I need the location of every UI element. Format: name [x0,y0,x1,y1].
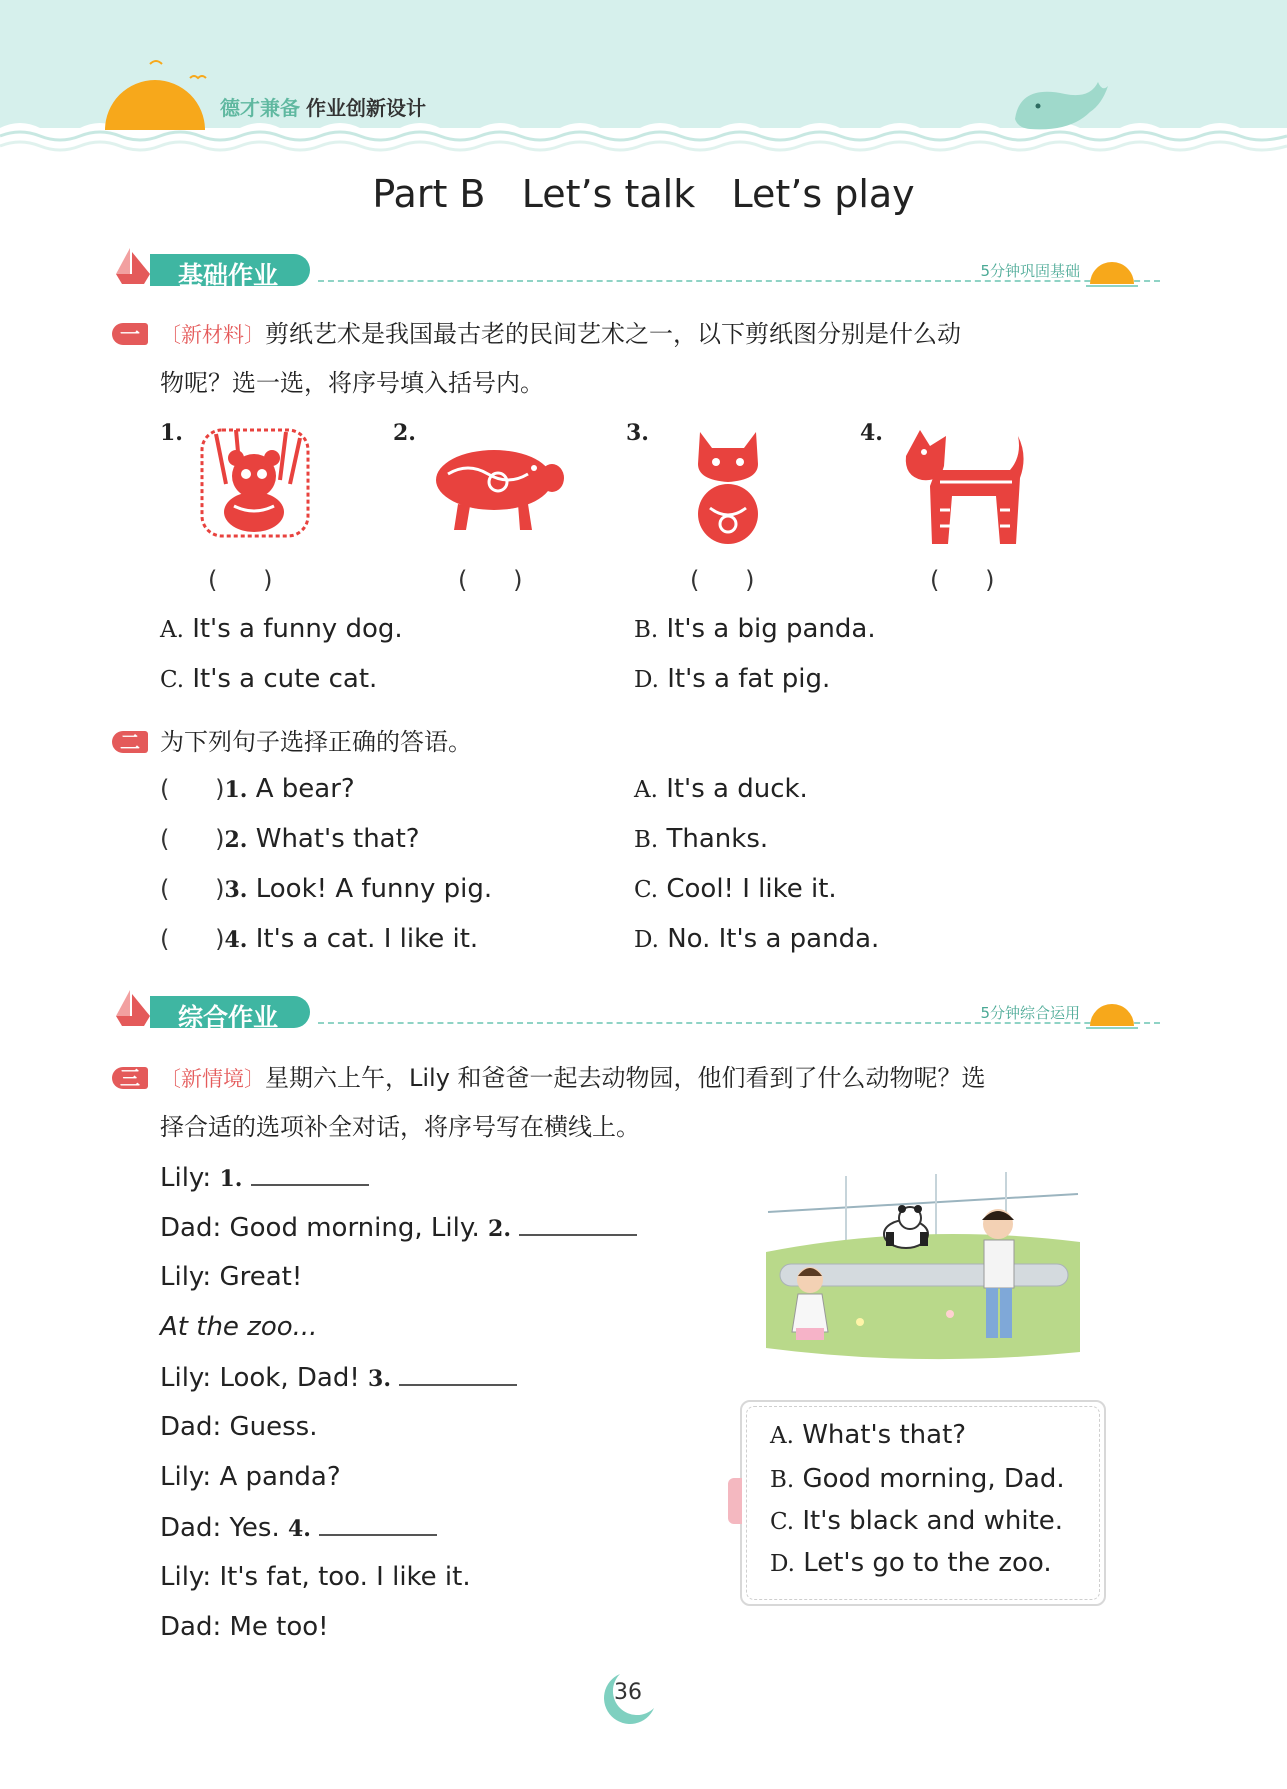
sun-icon [1084,254,1140,288]
q2-item-1 [160,774,355,804]
option-text: It's a cute cat. [192,664,378,694]
q1-item-number: 2. [393,420,416,446]
q1-badge: 一 [112,323,148,345]
q2-answer-paren[interactable]: ( ) [160,775,225,803]
q2-item-number: 3. [224,877,248,903]
brand-colored: 德才兼备 [220,96,300,120]
q3-option-c [770,1506,1063,1536]
answer-blank[interactable] [251,1162,369,1186]
q3-prompt [160,1054,1160,1151]
q2-answer-c [634,874,837,904]
section-basic-label: 基础作业 [178,261,279,290]
dialogue-line [160,1512,437,1543]
q2-item-text: What's that? [255,824,420,854]
q2-answer-paren[interactable]: ( ) [160,825,225,853]
dialogue-line [160,1462,341,1492]
zoo-illustration-image [760,1172,1086,1362]
dialogue-text: At the zoo... [160,1312,318,1342]
option-text: It's a big panda. [666,614,876,644]
dialogue-text: Dad: Me too! [160,1612,329,1642]
dialogue-number: 3. [368,1366,391,1392]
option-letter: B. [634,827,659,853]
dialogue-number: 4. [287,1516,311,1542]
dialogue-text: Lily: A panda? [160,1462,341,1492]
section-banner-basic [0,250,1160,290]
q1-option-c [160,664,377,694]
dialogue-text: Lily: [160,1163,220,1193]
papercut-pig-image [428,438,568,534]
q1-item-number: 1. [160,420,183,446]
q2-answer-paren[interactable]: ( ) [160,875,225,903]
section-comprehensive-tag: 5分钟综合运用 [980,1004,1080,1022]
page-number: 36 [614,1680,642,1705]
option-letter: C. [160,667,185,693]
option-letter: C. [634,877,659,903]
papercut-panda-image [196,424,314,542]
brand-dark: 作业创新设计 [306,96,426,120]
section-comprehensive-label: 综合作业 [178,1003,279,1032]
dialogue-line [160,1562,471,1592]
option-text: Let's go to the zoo. [803,1548,1052,1578]
q2-item-text: Look! A funny pig. [255,874,493,904]
dialogue-line [160,1162,369,1193]
dialogue-line [160,1362,517,1393]
dialogue-line [160,1612,329,1642]
whale-icon [1010,74,1110,134]
q1-text-line1: 剪纸艺术是我国最古老的民间艺术之一，以下剪纸图分别是什么动 [265,320,961,348]
q1-answer-paren[interactable]: ( ) [690,566,755,594]
dialogue-text: Dad: Good morning, Lily. [160,1213,489,1243]
q2-item-number: 1. [224,777,248,803]
dialogue-line [160,1312,317,1342]
option-letter: C. [770,1509,795,1535]
dialogue-line [160,1412,317,1442]
q1-answer-paren[interactable]: ( ) [930,566,995,594]
papercut-dog-image [900,426,1028,548]
answer-blank[interactable] [519,1212,637,1236]
q2-prompt: 为下列句子选择正确的答语。 [160,728,472,756]
q3-hint: 〔新情境〕 [160,1067,265,1091]
dialogue-number: 2. [488,1216,512,1242]
option-text: Cool! I like it. [666,874,837,904]
sun-icon [1084,996,1140,1030]
q1-option-b [634,614,876,644]
q2-item-text: It's a cat. I like it. [255,924,479,954]
option-text: What's that? [802,1420,967,1450]
papercut-cat-image [690,428,766,546]
answer-blank[interactable] [399,1362,517,1386]
q2-item-4 [160,924,478,954]
q3-option-d [770,1548,1052,1578]
q2-item-number: 2. [224,827,248,853]
q1-answer-paren[interactable]: ( ) [208,566,273,594]
q3-text-line2: 择合适的选项补全对话，将序号写在横线上。 [160,1113,640,1141]
section-banner-comprehensive [0,992,1160,1032]
dialogue-text: Dad: Guess. [160,1412,318,1442]
option-letter: B. [634,617,659,643]
q2-answer-a [634,774,808,804]
option-letter: A. [634,777,658,803]
dialogue-number: 1. [219,1166,243,1192]
q1-item-number: 4. [860,420,883,446]
option-letter: A. [770,1423,794,1449]
section-basic-tag: 5分钟巩固基础 [980,262,1080,280]
option-text: It's a funny dog. [192,614,403,644]
option-letter: D. [770,1551,795,1577]
dialogue-text: Lily: Great! [160,1262,303,1292]
option-text: It's black and white. [802,1506,1064,1536]
brand-title [220,92,426,121]
page-title: Part B Let’s talk Let’s play [372,172,915,216]
option-letter: D. [634,927,659,953]
option-letter: A. [160,617,184,643]
q3-badge: 三 [112,1067,148,1089]
q1-item-number: 3. [626,420,649,446]
q1-hint: 〔新材料〕 [160,323,265,347]
q2-answer-b [634,824,768,854]
dialogue-line [160,1212,637,1243]
q2-answer-paren[interactable]: ( ) [160,925,225,953]
q2-item-text: A bear? [255,774,355,804]
q2-item-2 [160,824,420,854]
dialogue-text: Lily: Look, Dad! [160,1363,369,1393]
q1-text-line2: 物呢？选一选，将序号填入括号内。 [160,369,544,397]
q1-answer-paren[interactable]: ( ) [458,566,523,594]
option-text: Good morning, Dad. [802,1464,1065,1494]
option-text: It's a fat pig. [667,664,831,694]
q2-badge: 二 [112,731,148,753]
dialogue-text: Lily: It's fat, too. I like it. [160,1562,471,1592]
q1-option-d [634,664,830,694]
q3-text-line1: 星期六上午，Lily 和爸爸一起去动物园，他们看到了什么动物呢？选 [265,1064,986,1092]
q3-option-b [770,1464,1065,1494]
sun-logo-icon [100,58,210,130]
q1-prompt [160,310,1160,407]
option-text: Thanks. [666,824,769,854]
q2-item-3 [160,874,492,904]
q2-item-number: 4. [224,927,248,953]
q3-options-box [740,1400,1106,1606]
q3-option-a [770,1420,966,1450]
option-text: It's a duck. [666,774,808,804]
option-letter: D. [634,667,659,693]
option-letter: B. [770,1467,795,1493]
option-text: No. It's a panda. [667,924,880,954]
q1-option-a [160,614,403,644]
dialogue-text: Dad: Yes. [160,1513,288,1543]
dialogue-line [160,1262,302,1292]
answer-blank[interactable] [319,1512,437,1536]
q2-answer-d [634,924,879,954]
